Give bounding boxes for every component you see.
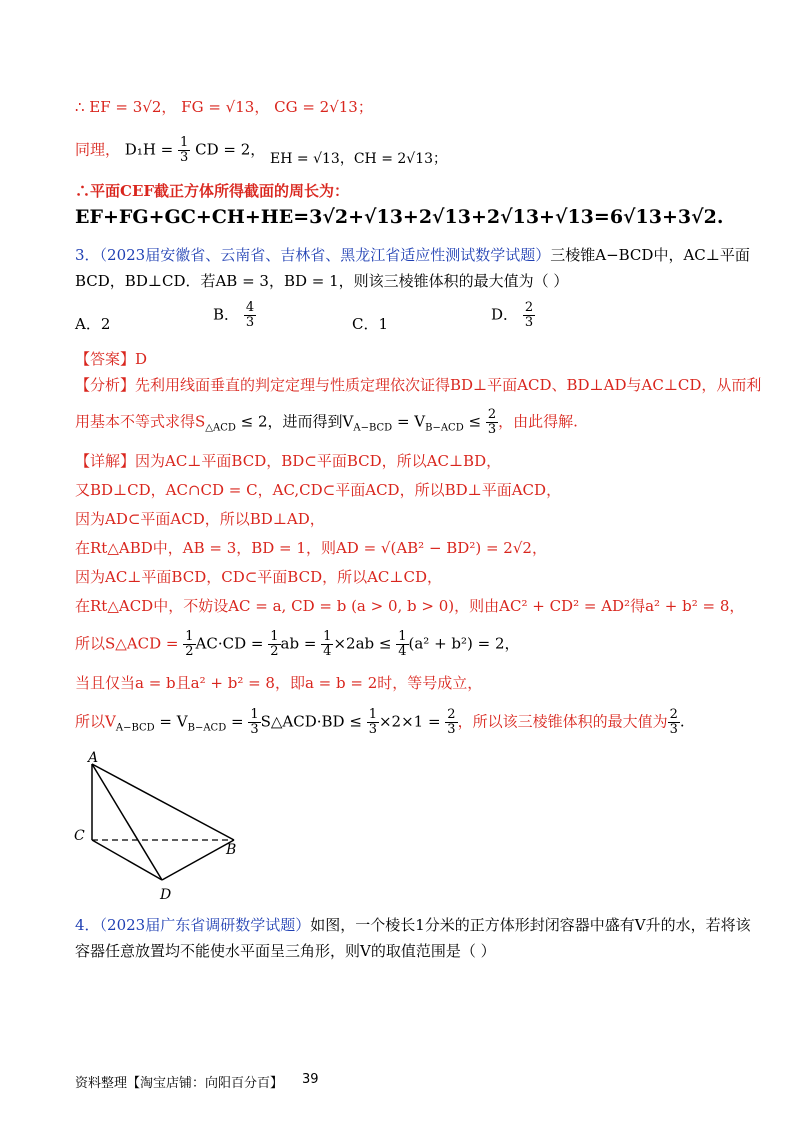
q4-line2: 容器任意放置均不能使水平面呈三角形，则V的取值范围是（ ） <box>75 942 496 960</box>
detail-line4: 在Rt△ABD中，AB = 3，BD = 1，则AD = √(AB² − BD²) = 2√2， <box>75 539 547 557</box>
fraction <box>445 708 457 737</box>
subscript: A−BCD <box>115 722 155 734</box>
answer: 【答案】D <box>75 350 148 368</box>
detail-line1: 【详解】因为AC⊥平面BCD，BD⊂平面BCD，所以AC⊥BD， <box>75 452 502 470</box>
detail-line7 <box>75 630 740 659</box>
text: 所以S△ACD = <box>75 634 184 653</box>
option-c: C．1 <box>352 315 389 333</box>
fraction <box>523 301 535 330</box>
denominator: 3 <box>447 722 456 737</box>
line-perimeter-intro: ∴平面CEF截正方体所得截面的周长为： <box>75 182 350 200</box>
question-number: 4． <box>75 916 100 934</box>
option-label: B． <box>213 305 240 324</box>
math: EH = √13，CH = 2√13； <box>270 150 448 167</box>
text: 所以V <box>75 712 116 731</box>
numerator: 1 <box>180 135 189 150</box>
fraction <box>321 630 333 659</box>
fraction <box>183 630 195 659</box>
fraction <box>268 630 280 659</box>
fraction <box>396 630 408 659</box>
numerator: 1 <box>185 629 194 644</box>
denominator: 3 <box>368 722 377 737</box>
denominator: 2 <box>270 644 279 659</box>
edge-cd <box>92 840 162 880</box>
detail-line6: 在Rt△ACD中，不妨设AC = a, CD = b (a > 0, b > 0)，则由AC² + CD² = AD²得a² + b² = 8， <box>75 597 745 615</box>
fraction <box>367 708 379 737</box>
denominator: 4 <box>398 644 407 659</box>
numerator: 1 <box>368 707 377 722</box>
denominator: 3 <box>245 315 255 330</box>
vertex-label-d: D <box>160 887 172 903</box>
vertex-label-a: A <box>88 750 99 766</box>
option-b <box>213 301 256 330</box>
text: ，所以该三棱锥体积的最大值为 <box>457 712 668 731</box>
subscript: △ACD <box>205 422 236 434</box>
q4-line1 <box>75 914 751 936</box>
denominator: 3 <box>180 150 189 165</box>
numerator: 2 <box>524 300 534 315</box>
fraction <box>248 708 260 737</box>
denominator: 3 <box>669 722 678 737</box>
numerator: 2 <box>487 407 497 422</box>
denominator: 3 <box>524 315 534 330</box>
numerator: 1 <box>250 707 259 722</box>
fraction <box>486 408 498 437</box>
line-perimeter-formula: EF+FG+GC+CH+HE=3√2+√13+2√13+2√13+√13=6√13+3√2. <box>75 206 724 228</box>
vertex-label-b: B <box>226 842 237 858</box>
detail-line9 <box>75 708 740 740</box>
question-text: 三棱锥A−BCD中，AC⊥平面 <box>550 246 750 264</box>
numerator: 1 <box>270 629 279 644</box>
detail-line8: 当且仅当a = b且a² + b² = 8，即a = b = 2时，等号成立， <box>75 674 483 692</box>
line-ef-fg-cg: ∴ EF = 3√2， FG = √13， CG = 2√13； <box>75 98 373 116</box>
denominator: 4 <box>323 644 332 659</box>
text: . <box>679 712 685 731</box>
text: ≤ <box>463 412 486 431</box>
math: D₁H = <box>124 140 174 159</box>
text: S△ACD·BD ≤ <box>260 712 367 731</box>
page-number: 39 <box>302 1072 319 1087</box>
detail-line3: 因为AD⊂平面ACD，所以BD⊥AD， <box>75 510 325 528</box>
denominator: 3 <box>487 422 497 437</box>
edge-ab <box>92 764 234 840</box>
fraction <box>244 301 256 330</box>
question-number: 3． <box>75 246 100 264</box>
vertex-label-c: C <box>74 828 85 844</box>
fraction <box>178 136 190 165</box>
q3-line1 <box>75 244 750 266</box>
option-a: A．2 <box>75 315 111 333</box>
option-d <box>491 301 535 330</box>
numerator: 1 <box>398 629 407 644</box>
question-source: （2023届安徽省、云南省、吉林省、黑龙江省适应性测试数学试题） <box>99 246 551 264</box>
subscript: A−BCD <box>353 422 393 434</box>
text: = V <box>154 712 188 731</box>
text: 同理， <box>75 140 121 159</box>
text: AC·CD = <box>195 634 269 653</box>
tetrahedron-figure <box>70 748 250 908</box>
text: ≤ 2，进而得到V <box>235 412 354 431</box>
numerator: 2 <box>447 707 456 722</box>
denominator: 2 <box>185 644 194 659</box>
numerator: 2 <box>669 707 678 722</box>
q3-line2: BCD，BD⊥CD．若AB = 3，BD = 1，则该三棱锥体积的最大值为（ ） <box>75 272 569 290</box>
text: ×2×1 = <box>378 712 446 731</box>
text: = <box>226 712 249 731</box>
edge-db <box>162 840 237 880</box>
question-text: 如图，一个棱长1分米的正方体形封闭容器中盛有V升的水，若将该 <box>310 916 751 934</box>
text: ，由此得解. <box>498 412 578 431</box>
denominator: 3 <box>250 722 259 737</box>
line-d1h <box>75 136 740 165</box>
detail-line5: 因为AC⊥平面BCD，CD⊂平面BCD，所以AC⊥CD， <box>75 568 443 586</box>
detail-line2: 又BD⊥CD，AC∩CD = C，AC,CD⊂平面ACD，所以BD⊥平面ACD， <box>75 481 562 499</box>
text: ×2ab ≤ <box>333 634 397 653</box>
question-source: （2023届广东省调研数学试题） <box>99 916 311 934</box>
subscript: B−ACD <box>187 722 227 734</box>
option-label: D． <box>491 305 519 324</box>
text: = V <box>392 412 426 431</box>
text: (a² + b²) = 2， <box>408 634 520 653</box>
math: CD = 2， <box>195 140 266 159</box>
numerator: 1 <box>323 629 332 644</box>
text: 用基本不等式求得S <box>75 412 206 431</box>
numerator: 4 <box>245 300 255 315</box>
fraction <box>668 708 680 737</box>
edge-ad <box>92 764 162 880</box>
text: ab = <box>280 634 322 653</box>
analysis-line1: 【分析】先利用线面垂直的判定定理与性质定理依次证得BD⊥平面ACD、BD⊥AD与AC⊥CD，从而利 <box>75 376 762 394</box>
analysis-line2 <box>75 408 740 440</box>
subscript: B−ACD <box>425 422 464 434</box>
footer-text: 资料整理【淘宝店铺：向阳百分百】 <box>75 1076 284 1091</box>
